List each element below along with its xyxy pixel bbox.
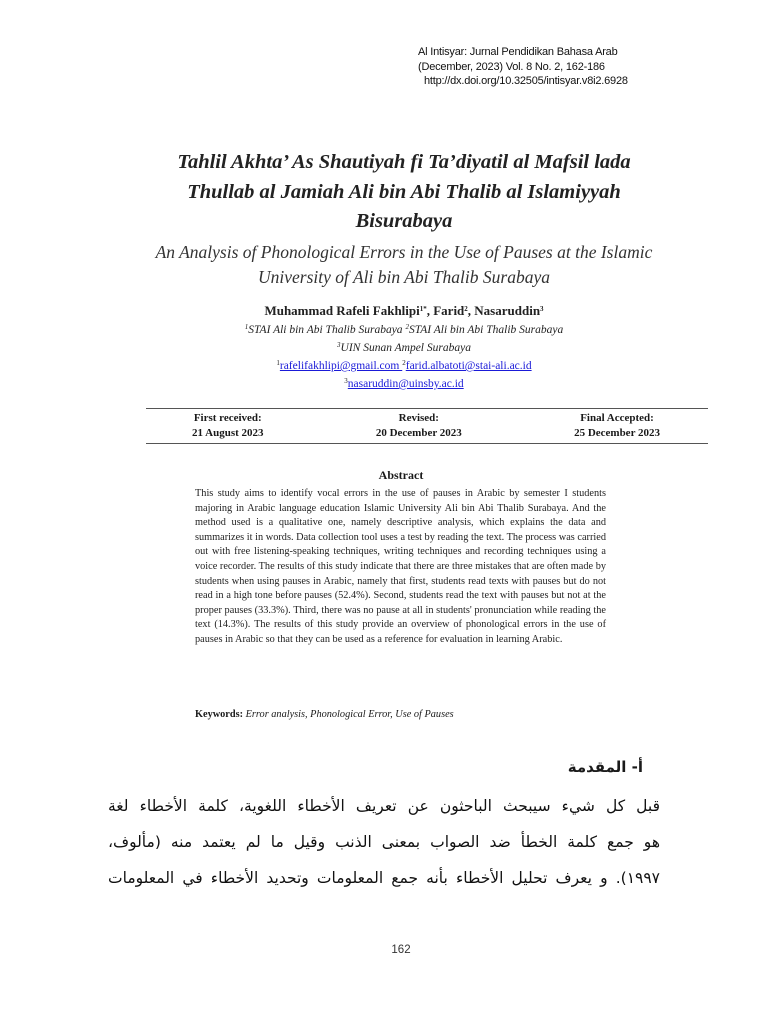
date-value: 25 December 2023 — [574, 427, 660, 439]
author-superscript: 3 — [540, 305, 544, 313]
affiliation-superscript: 3 — [337, 341, 341, 349]
title-line: Bisurabaya — [355, 210, 453, 232]
arabic-paragraph — [108, 788, 660, 896]
article-title-block — [0, 148, 768, 290]
abstract-heading: Abstract — [378, 468, 424, 482]
email-link[interactable]: farid.albatoti@stai-ali.ac.id — [405, 360, 532, 372]
email-link[interactable]: rafelifakhlipi@gmail.com — [279, 360, 403, 372]
journal-doi[interactable]: http://dx.doi.org/10.32505/intisyar.v8i2.6928 — [424, 75, 628, 87]
journal-name: Al Intisyar: Jurnal Pendidikan Bahasa Arab — [418, 46, 618, 58]
submission-dates — [146, 408, 708, 444]
date-value: 20 December 2023 — [375, 427, 462, 439]
email-superscript: 1 — [276, 359, 280, 367]
page-number: 162 — [391, 944, 411, 956]
arabic-line: هو جمع كلمة الخطأ ضد الصواب بمعنى الذنب وقيل ما لم يعتمد منه (مألوف، — [108, 833, 660, 851]
date-label: Revised: — [398, 412, 439, 424]
author-names — [0, 302, 768, 320]
affiliation-line — [0, 321, 768, 339]
email-link[interactable]: nasaruddin@uinsby.ac.id — [347, 378, 464, 390]
journal-issue: (December, 2023) Vol. 8 No. 2, 162-186 — [418, 60, 605, 73]
keywords-text: Error analysis, Phonological Error, Use of Pauses — [243, 709, 454, 720]
date-first-received — [192, 411, 264, 441]
arabic-line: قبل كل شيء سيبحث الباحثون عن تعريف الأخطاء اللغوية، كلمة الأخطاء لغة — [108, 797, 660, 815]
keywords-line — [195, 708, 606, 722]
author-separator: , — [467, 303, 475, 318]
affiliation-line — [0, 339, 768, 357]
article-title — [0, 148, 768, 237]
author-separator: , — [426, 303, 434, 318]
author-name: Farid — [433, 303, 465, 318]
author-superscript: 2 — [464, 305, 468, 313]
subtitle-line: An Analysis of Phonological Errors in the Use of Pauses at the Islamic — [155, 241, 653, 262]
affiliation-superscript: 2 — [405, 323, 409, 331]
date-final-accepted — [574, 411, 660, 441]
affiliation: STAI Ali bin Abi Thalib Surabaya — [408, 324, 564, 336]
date-value: 21 August 2023 — [192, 427, 264, 439]
date-label: First received: — [193, 412, 262, 424]
date-revised — [376, 411, 462, 441]
title-line: Thullab al Jamiah Ali bin Abi Thalib al Islamiyyah — [187, 180, 621, 203]
email-line — [0, 375, 768, 393]
author-name: Nasaruddin — [474, 303, 541, 318]
date-label: Final Accepted: — [580, 412, 654, 424]
title-line: Tahlil Akhta’ As Shautiyah fi Ta’diyatil al Mafsil lada — [177, 151, 631, 173]
authors-block — [0, 302, 768, 393]
affiliation-superscript: 1 — [244, 323, 249, 331]
arabic-line: ١٩٩٧). و يعرف تحليل الأخطاء بأنه جمع المعلومات وتحديد الأخطاء في المعلومات — [108, 869, 660, 887]
journal-header — [418, 45, 628, 89]
email-superscript: 2 — [402, 359, 406, 367]
email-line — [0, 357, 768, 375]
subtitle-line: University of Ali bin Abi Thalib Surabaya — [258, 266, 550, 287]
author-name: Muhammad Rafeli Fakhlipi — [264, 303, 420, 318]
author-superscript: 1* — [419, 305, 427, 313]
affiliation: STAI Ali bin Abi Thalib Surabaya — [248, 324, 406, 336]
email-superscript: 3 — [344, 377, 348, 385]
affiliation: UIN Sunan Ampel Surabaya — [340, 342, 471, 354]
abstract-text: This study aims to identify vocal errors in the use of pauses in Arabic by semester I students majoring in Arabic language education Islamic University Ali bin Abi Thalib Surabaya. And the method used is a qualitative one, namely descriptive analysis, which explains the data and summarizes it in words. Data collection tool uses a test by reading the text. The process was carried out with free listening-speaking techniques, writing techniques and recording techniques using a voice recorder. The results of this study indicate that there are three mistakes that are often made by students when using pauses in Arabic, namely that first, students read texts with pauses but do not read in a high tone before pauses (52.4%). Second, students read the text with pauses but not at the proper pauses (33.3%). Third, there was no pause at all in students' pronunciation while reading the text (14.3%). The results of this study provide an overview of phonological errors in the use of pauses in Arabic so that they can be used as a reference for evaluation in learning Arabic. — [195, 488, 606, 645]
article-subtitle — [0, 240, 768, 290]
section-heading-introduction: أ- المقدمة — [567, 758, 643, 776]
keywords-label: Keywords: — [195, 709, 244, 720]
